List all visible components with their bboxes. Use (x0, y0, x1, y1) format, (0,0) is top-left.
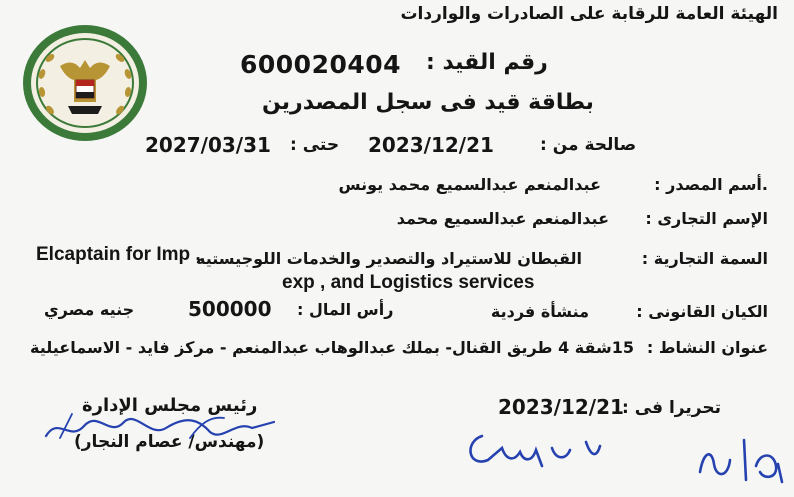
eagle-seal-icon (20, 22, 150, 144)
registration-number: 600020404 (240, 50, 402, 79)
exporter-name-label: .أسم المصدر : (654, 175, 768, 194)
valid-until-label: حتى : (290, 135, 340, 155)
issued-date: 2023/12/21 (498, 395, 624, 419)
legal-entity-label: الكيان القانونى : (636, 302, 768, 321)
valid-until-date: 2027/03/31 (145, 133, 271, 157)
brand-arabic: القبطان للاستيراد والتصدير والخدمات اللوجيستيه (196, 249, 582, 268)
legal-entity-value: منشأة فردية (490, 302, 589, 321)
capital-value: 500000 (188, 297, 272, 321)
authority-name: الهيئة العامة للرقابة على الصادرات والواردات (400, 4, 778, 24)
address-value: 15شقة 4 طريق القنال- بملك عبدالوهاب عبدالمنعم - مركز فايد - الاسماعيلية (30, 338, 634, 357)
issued-label: تحريرا فى : (622, 398, 721, 418)
brand-english-line1: Elcaptain for Imp , (36, 244, 201, 265)
validity-label: صالحة من : (540, 135, 637, 155)
registration-label: رقم القيد : (426, 50, 548, 75)
address-label: عنوان النشاط : (646, 338, 768, 357)
currency: جنيه مصري (44, 300, 135, 319)
trade-name-value: عبدالمنعم عبدالسميع محمد (396, 209, 609, 228)
trade-name-label: الإسم التجارى : (645, 209, 768, 228)
brand-english-line2: exp , and Logistics services (282, 272, 535, 293)
official-signature (458, 420, 608, 480)
chair-name: (مهندس/ عصام النجار) (74, 432, 265, 452)
exporter-name-value: عبدالمنعم عبدالسميع محمد يونس (338, 175, 601, 194)
official-initials (690, 430, 790, 490)
brand-label: السمة التجارية : (641, 249, 768, 268)
chair-title: رئيس مجلس الإدارة (82, 395, 258, 416)
valid-from-date: 2023/12/21 (368, 133, 494, 157)
card-title: بطاقة قيد فى سجل المصدرين (262, 90, 594, 115)
capital-label: رأس المال : (297, 300, 394, 319)
chairman-signature (40, 408, 280, 448)
